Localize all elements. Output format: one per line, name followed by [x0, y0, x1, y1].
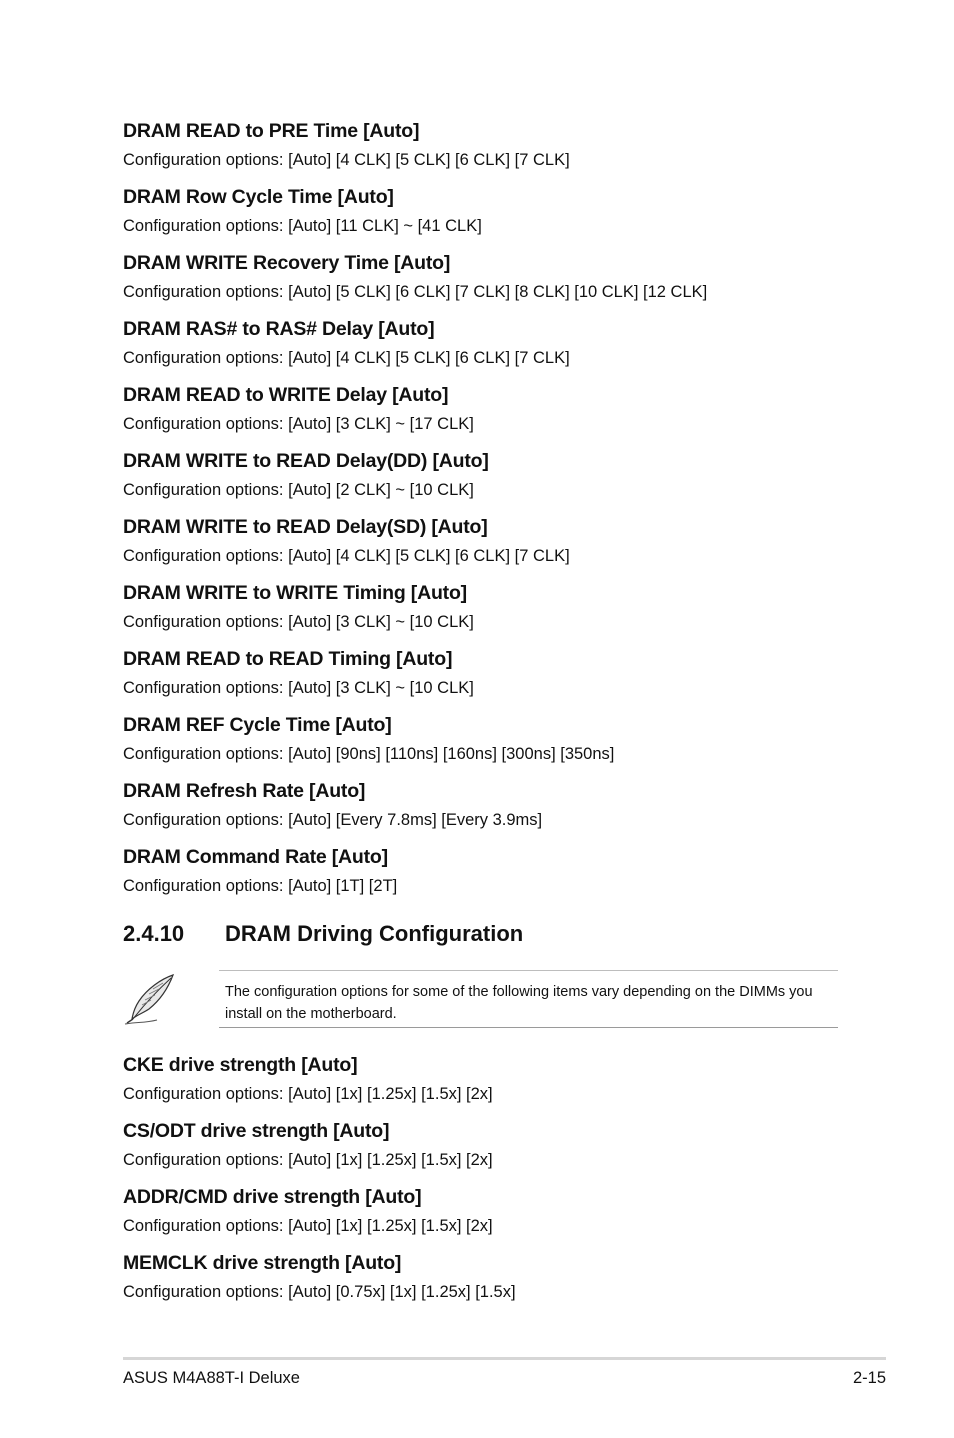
footer-product-name: ASUS M4A88T-I Deluxe: [123, 1369, 300, 1387]
setting-options: Configuration options: [Auto] [11 CLK] ~ [41 CLK]: [123, 217, 482, 235]
setting-options: Configuration options: [Auto] [4 CLK] [5 CLK] [6 CLK] [7 CLK]: [123, 349, 570, 367]
setting-options: Configuration options: [Auto] [3 CLK] ~ [10 CLK]: [123, 613, 474, 631]
setting-title: ADDR/CMD drive strength [Auto]: [123, 1186, 422, 1208]
setting-options: Configuration options: [Auto] [3 CLK] ~ [10 CLK]: [123, 679, 474, 697]
setting-options: Configuration options: [Auto] [4 CLK] [5 CLK] [6 CLK] [7 CLK]: [123, 151, 570, 169]
note-text: The configuration options for some of the following items vary depending on the DIMMs you install on the motherboard.: [225, 984, 813, 1022]
setting-title: DRAM Command Rate [Auto]: [123, 846, 388, 868]
setting-options: Configuration options: [Auto] [0.75x] [1x] [1.25x] [1.5x]: [123, 1283, 516, 1301]
setting-title: DRAM Refresh Rate [Auto]: [123, 780, 366, 802]
setting-options: Configuration options: [Auto] [1x] [1.25x] [1.5x] [2x]: [123, 1151, 493, 1169]
setting-title: CS/ODT drive strength [Auto]: [123, 1120, 390, 1142]
setting-options: Configuration options: [Auto] [Every 7.8ms] [Every 3.9ms]: [123, 811, 543, 829]
footer-page-number: 2-15: [852, 1369, 886, 1387]
footer-divider: [123, 1357, 886, 1360]
section-title: DRAM Driving Configuration: [225, 921, 524, 946]
setting-title: DRAM REF Cycle Time [Auto]: [123, 714, 392, 736]
section-heading: [123, 920, 863, 948]
item-list-driving: [123, 1052, 863, 1303]
setting-item: [123, 580, 863, 633]
setting-options: Configuration options: [Auto] [1x] [1.25x] [1.5x] [2x]: [123, 1217, 493, 1235]
setting-title: MEMCLK drive strength [Auto]: [123, 1252, 402, 1274]
note-box: [219, 970, 838, 1028]
setting-item: [123, 514, 863, 567]
setting-options: Configuration options: [Auto] [1T] [2T]: [123, 877, 398, 895]
setting-title: CKE drive strength [Auto]: [123, 1054, 358, 1076]
setting-options: Configuration options: [Auto] [1x] [1.25x] [1.5x] [2x]: [123, 1085, 493, 1103]
setting-title: DRAM WRITE to READ Delay(SD) [Auto]: [123, 516, 488, 538]
setting-options: Configuration options: [Auto] [5 CLK] [6 CLK] [7 CLK] [8 CLK] [10 CLK] [12 CLK]: [123, 283, 708, 301]
setting-title: DRAM READ to PRE Time [Auto]: [123, 120, 420, 142]
setting-item: [123, 448, 863, 501]
setting-options: Configuration options: [Auto] [2 CLK] ~ [10 CLK]: [123, 481, 474, 499]
item-list-timing: [123, 118, 863, 897]
feather-pen-icon: [123, 973, 177, 1025]
setting-item: [123, 382, 863, 435]
note-callout: [123, 970, 863, 1030]
setting-item: [123, 118, 863, 171]
setting-options: Configuration options: [Auto] [90ns] [110ns] [160ns] [300ns] [350ns]: [123, 745, 615, 763]
setting-title: DRAM READ to WRITE Delay [Auto]: [123, 384, 449, 406]
setting-title: DRAM RAS# to RAS# Delay [Auto]: [123, 318, 435, 340]
setting-title: DRAM WRITE Recovery Time [Auto]: [123, 252, 451, 274]
setting-options: Configuration options: [Auto] [3 CLK] ~ [17 CLK]: [123, 415, 474, 433]
page-content: [123, 118, 863, 1316]
setting-options: Configuration options: [Auto] [4 CLK] [5 CLK] [6 CLK] [7 CLK]: [123, 547, 570, 565]
setting-item: [123, 778, 863, 831]
setting-title: DRAM Row Cycle Time [Auto]: [123, 186, 394, 208]
section-number: 2.4.10: [123, 921, 185, 946]
setting-title: DRAM WRITE to WRITE Timing [Auto]: [123, 582, 467, 604]
setting-item: [123, 250, 863, 303]
setting-item: [123, 1118, 863, 1171]
setting-item: [123, 184, 863, 237]
setting-item: [123, 316, 863, 369]
setting-title: DRAM READ to READ Timing [Auto]: [123, 648, 453, 670]
setting-item: [123, 1052, 863, 1105]
setting-item: [123, 1184, 863, 1237]
setting-item: [123, 712, 863, 765]
setting-item: [123, 1250, 863, 1303]
setting-item: [123, 646, 863, 699]
setting-title: DRAM WRITE to READ Delay(DD) [Auto]: [123, 450, 489, 472]
setting-item: [123, 844, 863, 897]
